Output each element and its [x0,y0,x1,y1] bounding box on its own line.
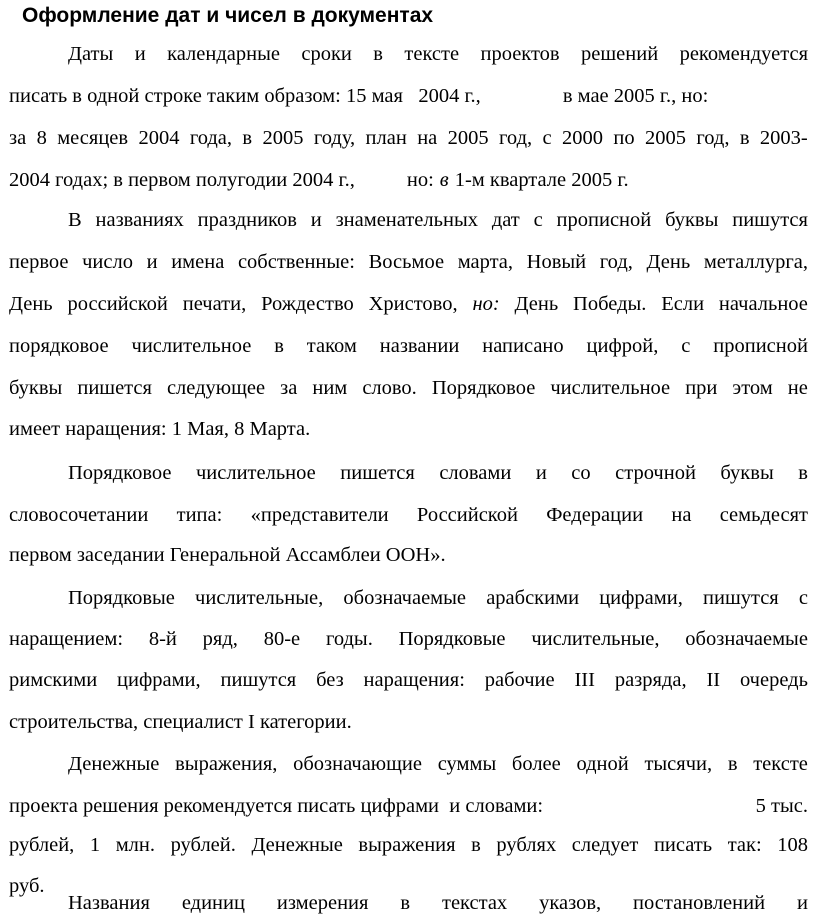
word: 2000 [562,127,603,149]
word: Даты [68,43,114,65]
word: со [571,462,591,484]
word: 2005 [447,127,489,149]
word: календарные [167,43,280,65]
word: словами [439,462,512,484]
word: и [310,209,322,231]
word: следует [571,834,639,856]
text-segment: в мае 2005 г., но: [562,85,709,107]
word: измерения [276,892,369,914]
word: год, [499,127,533,149]
word: День [514,293,559,315]
word: Российской [416,504,518,526]
text-segment: 1-м квартале 2005 г. [454,169,629,191]
word: рублей, [9,834,75,856]
text-segment: строительства, специалист I категории. [9,711,352,733]
text-line [9,160,808,201]
word: пишется [77,377,152,399]
word: решений [581,43,659,65]
word: в [727,753,738,775]
word: тысячи, [644,753,713,775]
word: прописной [556,209,652,231]
text-line [9,495,808,536]
word: в [274,335,284,357]
word: сроки [301,43,352,65]
word: пишутся [732,209,808,231]
word: наращения: [363,669,465,691]
word: при [685,377,718,399]
word: месяцев [57,127,129,149]
word: названии [379,335,460,357]
word: порядковое [9,335,109,357]
word: пишутся [220,669,297,691]
word: написано [482,335,564,357]
text-line [9,660,808,701]
text-line [9,368,808,409]
word: названиях [95,209,184,231]
word: суммы [437,753,497,775]
word: в [739,127,750,149]
text-line [9,702,808,743]
word: Порядковое [68,462,172,484]
word: выражения [358,834,456,856]
word: без [316,669,344,691]
text-line [9,118,808,159]
word: число [82,251,133,273]
word: разряда, [614,669,687,691]
word: буквы [665,209,719,231]
word: Денежные [251,834,343,856]
word: цифрами, [599,587,683,609]
word: Порядковые [398,628,506,650]
word: первое [9,251,69,273]
word: III [574,669,595,691]
word: В [68,209,82,231]
word: буквы [9,377,63,399]
word: с [681,335,691,357]
word: не [787,377,808,399]
word: таком [306,335,357,357]
word: числительное [550,377,671,399]
word: более [511,753,561,775]
text-line [68,34,808,75]
word: годы. [325,628,373,650]
text-line [9,326,808,367]
text-line [68,883,808,924]
word: обозначаемые [685,628,808,650]
word: числительные, [531,628,660,650]
word: году, [313,127,356,149]
text-segment: 5 тыс. [755,795,808,817]
word: Денежные [68,753,160,775]
word: семьдесят [719,504,808,526]
word: тексте [404,43,460,65]
text-line [9,76,808,117]
word: 108 [777,834,808,856]
word: числительное [195,462,316,484]
word: II [706,669,721,691]
text-line [68,578,808,619]
text-line [9,242,808,283]
word: текстах [442,892,508,914]
word: год, [696,127,730,149]
word: этом [732,377,773,399]
word: наращением: [9,628,124,650]
word: с [798,587,808,609]
word: постановлений [633,892,766,914]
text-segment: имеет наращения: 1 Мая, 8 Марта. [9,418,311,440]
word: дат [491,209,520,231]
word: очередь [739,669,808,691]
word: год, [599,251,633,273]
text-line [9,409,808,450]
word: 2003- [759,127,808,149]
word: рублей. [170,834,236,856]
word: в [471,834,481,856]
text-line [9,284,808,325]
word: праздников [197,209,297,231]
word: Новый [526,251,587,273]
text-line [68,453,808,494]
italic-word: в [439,169,449,191]
word: слово. [362,377,417,399]
word: за [280,377,298,399]
word: прописной [713,335,808,357]
word: Порядковое [431,377,536,399]
text-line [9,619,808,660]
word: День [646,251,691,273]
word: римскими [9,669,98,691]
word: млн. [115,834,155,856]
word: Восьмое [368,251,445,273]
word: указов, [539,892,602,914]
word: цифрой, [586,335,659,357]
word: числительное [131,335,252,357]
word: 80-е [263,628,301,650]
word: в [798,462,808,484]
word: в [400,892,411,914]
word: обозначающие [293,753,422,775]
word: 2005 [262,127,304,149]
word: обозначаемые [343,587,467,609]
word: следующее [166,377,266,399]
word: буквы [720,462,774,484]
word: пишутся [703,587,779,609]
word: с [533,209,543,231]
word: числительные, [195,587,324,609]
text-segment: проекта решения рекомендуется писать цифрами и словами: [9,795,544,817]
text-segment: 2004 годах; в первом полугодии 2004 г., [9,169,355,191]
text-line [68,744,808,785]
word: цифрами, [117,669,201,691]
word: проектов [480,43,560,65]
word: план [365,127,407,149]
word: печати, [182,293,247,315]
word: выражения, [175,753,278,775]
word: словосочетании [9,504,149,526]
word: в [242,127,253,149]
word: начальное [718,293,808,315]
word: знаменательных [335,209,478,231]
word: и [146,251,158,273]
text-segment: писать в одной строке таким образом: 15 мая 2004 г., [9,85,481,107]
word: и [796,892,808,914]
word: российской [67,293,168,315]
word: «представители [250,504,389,526]
word: на [417,127,438,149]
word: Названия [68,892,150,914]
word: 2005 [644,127,686,149]
word: одной [576,753,629,775]
word: пишется [340,462,415,484]
word: ним [312,377,348,399]
word: 8-й [148,628,177,650]
italic-word: но: [472,293,500,315]
word: по [613,127,635,149]
word: строчной [615,462,696,484]
word: единиц [181,892,245,914]
word: Федерации [546,504,644,526]
word: и [535,462,547,484]
word: собственные: [237,251,355,273]
word: имена [171,251,225,273]
word: рекомендуется [679,43,808,65]
word: Победы. [573,293,647,315]
text-segment: руб. [9,875,45,897]
text-line [68,200,808,241]
word: Если [661,293,705,315]
text-line [9,825,808,866]
word: 2004 [138,127,180,149]
text-segment: но: [406,169,434,191]
word: так: [727,834,762,856]
word: марта, [457,251,514,273]
word: День [9,293,53,315]
word: тексте [753,753,808,775]
word: Порядковые [68,587,175,609]
word: писать [653,834,713,856]
word: 1 [89,834,101,856]
word: Христово, [368,293,458,315]
word: с [542,127,552,149]
word: года, [189,127,233,149]
word: на [671,504,692,526]
word: арабскими [486,587,580,609]
word: 8 [36,127,47,149]
text-line [9,535,808,576]
word: рублях [496,834,557,856]
word: металлурга, [703,251,808,273]
text-segment: первом заседании Генеральной Ассамблеи ООН». [9,544,446,566]
text-line [9,786,808,827]
word: Рождество [261,293,354,315]
word: рабочие [484,669,555,691]
word: в [373,43,383,65]
word: типа: [176,504,223,526]
word: и [134,43,146,65]
word: за [9,127,27,149]
word: ряд, [202,628,238,650]
page-title: Оформление дат и чисел в документах [22,4,434,27]
